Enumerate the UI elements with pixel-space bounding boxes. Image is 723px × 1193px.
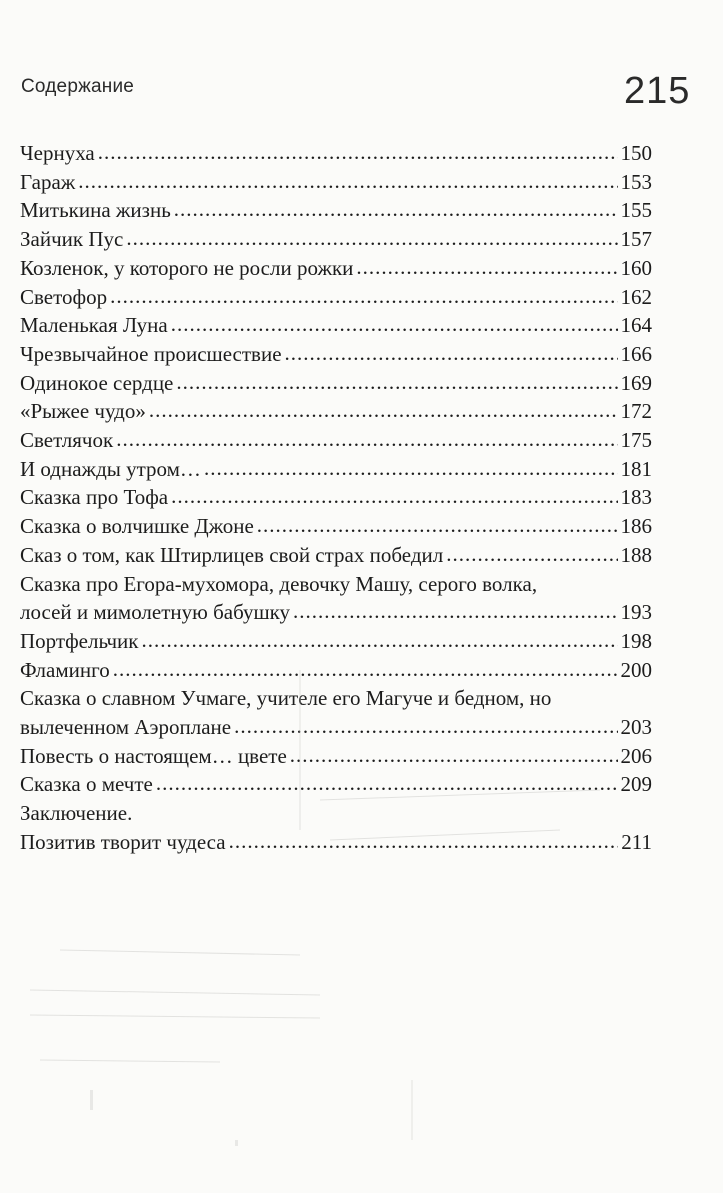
dot-leader: [356, 253, 617, 282]
toc-entry: [20, 168, 652, 197]
toc-entry-page: 203: [620, 715, 652, 740]
dot-leader: [293, 597, 617, 626]
dot-leader: [149, 396, 618, 425]
toc-entry-title: Митькина жизнь: [20, 198, 171, 223]
toc-entry-title: вылеченном Аэроплане: [20, 715, 232, 740]
dot-leader: [171, 482, 617, 511]
toc-entry-title: Сказка о волчишке Джоне: [20, 514, 254, 539]
toc-entry-title: И однажды утром…: [20, 456, 201, 481]
toc-entry-page: 164: [620, 313, 652, 338]
toc-entry-title: «Рыжее чудо»: [20, 399, 146, 424]
dot-leader: [126, 224, 617, 253]
dot-leader: [290, 741, 618, 770]
toc-entry: [20, 656, 652, 685]
toc-entry-page: 155: [620, 198, 652, 223]
toc-entry: [20, 483, 652, 512]
toc-entry-title: Зайчик Пус: [20, 227, 124, 252]
toc-entry-page: 183: [620, 485, 652, 510]
dot-leader: [204, 454, 618, 483]
dot-leader: [234, 712, 617, 741]
toc-entry-title: Козленок, у которого не росли рожки: [20, 255, 354, 280]
toc-entry-page: 188: [620, 542, 652, 567]
toc-entry: [20, 541, 652, 570]
toc-entry-page: 186: [620, 514, 652, 539]
toc-entry-page: 169: [620, 370, 652, 395]
toc-entry: [20, 139, 652, 168]
page-header: [0, 0, 723, 120]
toc-entry-title: Сказка про Тофа: [20, 485, 169, 510]
dot-leader: [171, 310, 618, 339]
toc-entry-title: Позитив творит чудеса: [20, 829, 226, 854]
toc-entry-page: 160: [620, 255, 652, 280]
toc-entry-title: Сказка о мечте: [20, 772, 153, 797]
dot-leader: [110, 282, 617, 311]
running-head: Содержание: [21, 76, 135, 97]
dot-leader: [78, 167, 617, 196]
dot-leader: [174, 195, 618, 224]
toc-entry-page: 200: [620, 657, 652, 682]
dot-leader: [141, 626, 617, 655]
toc-entry: [20, 770, 652, 799]
toc-entry-page: 209: [620, 772, 652, 797]
toc-entry-title: Маленькая Луна: [20, 313, 168, 338]
dot-leader: [156, 769, 618, 798]
toc-entry-page: 162: [620, 284, 652, 309]
dot-leader: [229, 827, 619, 856]
toc-entry: [20, 196, 652, 225]
toc-entry-title-line: Сказка про Егора-мухомора, девочку Машу, серого волка,: [20, 571, 538, 596]
toc-entry: [20, 225, 652, 254]
toc-entry-page: 181: [620, 456, 652, 481]
toc-entry-title: Повесть о настоящем… цвете: [20, 743, 287, 768]
dot-leader: [446, 540, 617, 569]
toc-entry: [20, 426, 652, 455]
toc-entry-title: Чернуха: [20, 141, 95, 165]
toc-entry: [20, 397, 652, 426]
dot-leader: [176, 368, 617, 397]
toc-entry: [20, 713, 652, 742]
toc-entry: [20, 369, 652, 398]
toc-entry-page: 166: [620, 341, 652, 366]
toc-entry: [20, 340, 652, 369]
toc-entry-title: Светлячок: [20, 428, 114, 453]
toc-entry-page: 150: [620, 141, 652, 165]
toc-entry-title-line: Заключение.: [20, 801, 133, 826]
toc-entry-title: Портфельчик: [20, 628, 139, 653]
dot-leader: [113, 655, 618, 684]
toc-entry-page: 157: [620, 227, 652, 252]
toc-entry: [20, 598, 652, 627]
toc-entry: [20, 828, 652, 857]
toc-entry: [20, 455, 652, 484]
toc-entry-page: 206: [620, 743, 652, 768]
dot-leader: [98, 138, 618, 167]
toc-entry-page: 211: [621, 829, 652, 854]
toc-entry: [20, 254, 652, 283]
table-of-contents: [20, 139, 652, 857]
toc-entry-title-line: Сказка о славном Учмаге, учителе его Магуче и бедном, но: [20, 686, 552, 711]
toc-entry: [20, 742, 652, 771]
dot-leader: [257, 511, 618, 540]
toc-entry-page: 193: [620, 600, 652, 625]
page-number: 215: [624, 70, 691, 112]
toc-entry-title: Фламинго: [20, 657, 110, 682]
toc-entry-page: 175: [620, 428, 652, 453]
dot-leader: [116, 425, 617, 454]
toc-entry-title: Гараж: [20, 169, 76, 194]
dot-leader: [285, 339, 618, 368]
toc-entry-title: лосей и мимолетную бабушку: [20, 600, 291, 625]
toc-entry-title: Сказ о том, как Штирлицев свой страх победил: [20, 542, 444, 567]
toc-entry-page: 198: [620, 628, 652, 653]
toc-entry-title: Светофор: [20, 284, 108, 309]
toc-entry: [20, 283, 652, 312]
toc-entry: [20, 512, 652, 541]
toc-entry-page: 172: [620, 399, 652, 424]
toc-entry-title: Чрезвычайное происшествие: [20, 341, 282, 366]
toc-entry-title: Одинокое сердце: [20, 370, 174, 395]
toc-entry: [20, 311, 652, 340]
toc-entry: [20, 627, 652, 656]
toc-entry-page: 153: [620, 169, 652, 194]
